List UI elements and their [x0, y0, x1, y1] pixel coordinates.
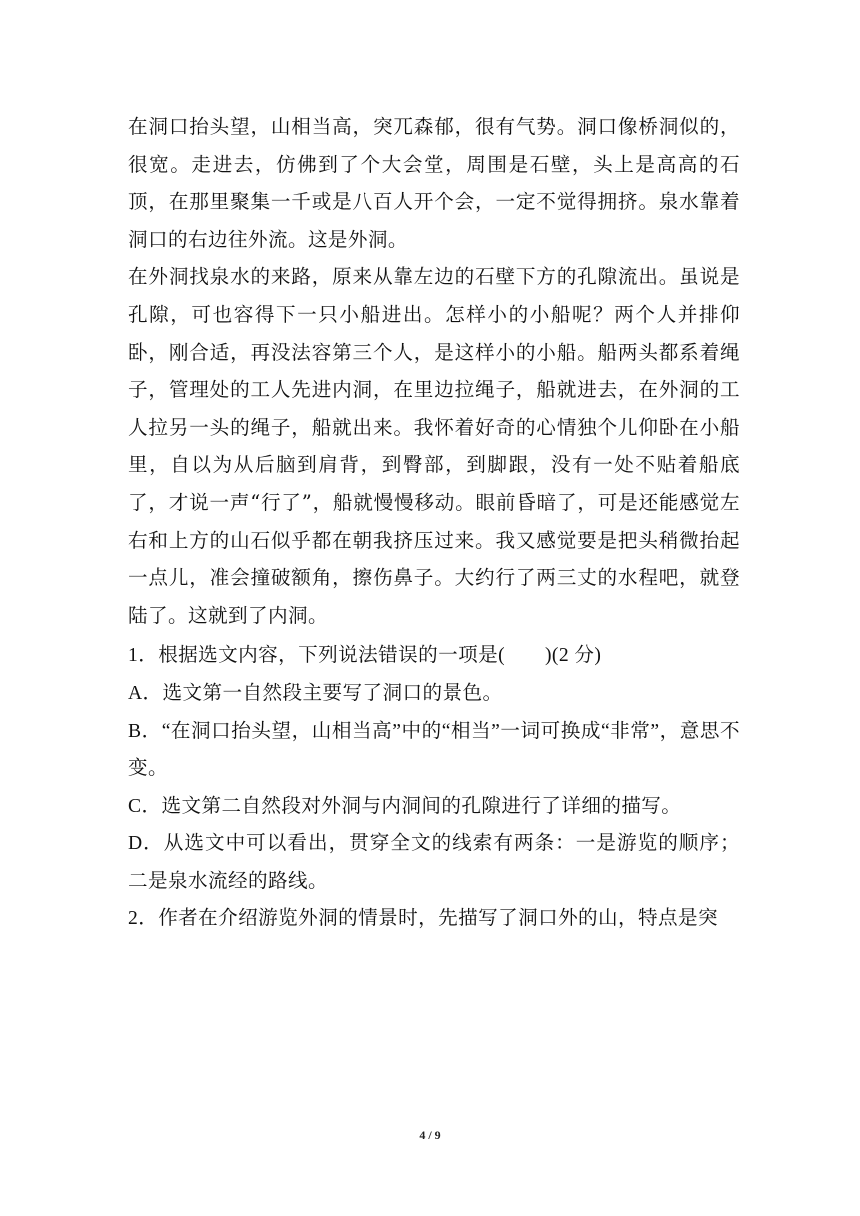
passage-paragraph-2: 在外洞找泉水的来路，原来从靠左边的石壁下方的孔隙流出。虽说是孔隙，可也容得下一只小船进出。怎样小的小船呢？两个人并排仰卧，刚合适，再没法容第三个人，是这样小的小船。船两头都系着绳子，管理处的工人先进内洞，在里边拉绳子，船就进去，在外洞的工人拉另一头的绳子，船就出来。我怀着好奇的心情独个儿仰卧在小船里，自以为从后脑到肩背，到臀部，到脚跟，没有一处不贴着船底了，才说一声“行了”，船就慢慢移动。眼前昏暗了，可是还能感觉左右和上方的山石似乎都在朝我挤压过来。我又感觉要是把头稍微抬起一点儿，准会撞破额角，擦伤鼻子。大约行了两三丈的水程吧，就登陆了。这就到了内洞。 — [128, 265, 740, 627]
question-1-option-a: A．选文第一自然段主要写了洞口的景色。 — [128, 682, 503, 704]
question-2-stem: 2．作者在介绍游览外洞的情景时，先描写了洞口外的山，特点是突 — [128, 908, 719, 930]
document-content — [128, 108, 740, 938]
question-1 — [128, 637, 740, 900]
question-1-option-c: C．选文第二自然段对外洞与内洞间的孔隙进行了详细的描写。 — [128, 795, 682, 817]
question-2 — [128, 900, 740, 938]
question-1-option-b: B．“在洞口抬头望，山相当高”中的“相当”一词可换成“非常”，意思不变。 — [128, 720, 740, 780]
question-1-option-d: D．从选文中可以看出，贯穿全文的线索有两条：一是游览的顺序；二是泉水流经的路线。 — [128, 833, 740, 892]
passage-paragraph-1: 在洞口抬头望，山相当高，突兀森郁，很有气势。洞口像桥洞似的，很宽。走进去，仿佛到了个大会堂，周围是石壁，头上是高高的石顶，在那里聚集一千或是八百人开个会，一定不觉得拥挤。泉水靠着洞口的右边往外流。这是外洞。 — [128, 115, 740, 251]
page-number: 4 / 9 — [419, 1128, 441, 1142]
question-1-stem: 1．根据选文内容，下列说法错误的一项是( )(2 分) — [128, 645, 602, 667]
